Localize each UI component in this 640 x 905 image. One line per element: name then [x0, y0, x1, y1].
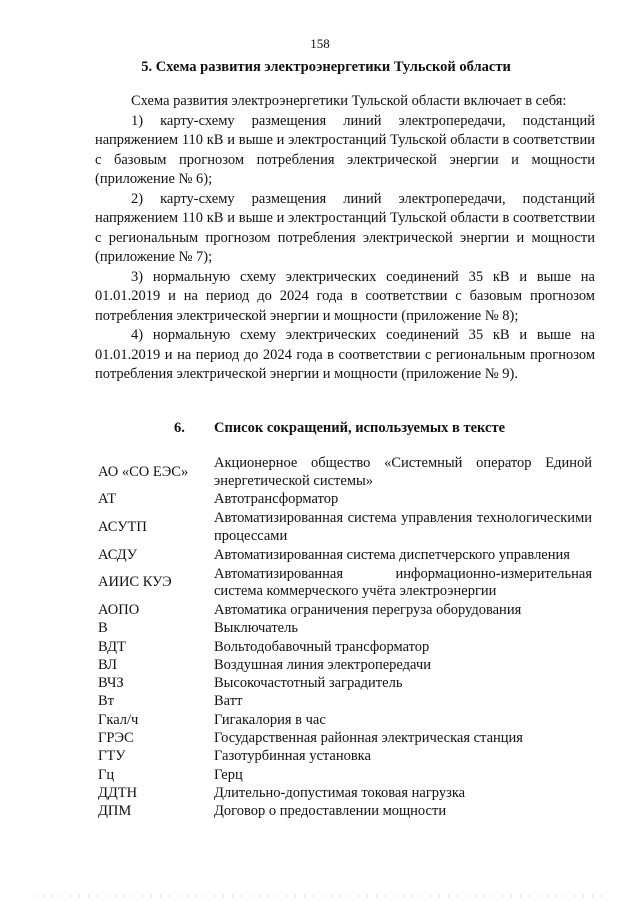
abbreviation-description: Гигакалория в час	[214, 711, 326, 728]
table-row	[98, 509, 592, 546]
table-row	[98, 454, 592, 491]
abbreviation: АОПО	[98, 601, 140, 618]
abbreviation: АСДУ	[98, 546, 138, 563]
abbreviation-description: Акционерное общество «Системный оператор Единой энергетической системы»	[214, 455, 592, 489]
abbreviation: Вт	[98, 693, 115, 710]
table-row	[98, 638, 592, 656]
abbreviation: ДПМ	[98, 803, 132, 820]
table-row	[98, 693, 592, 711]
abbreviation-description: Автоматизированная информационно-измерительная система коммерческого учёта электроэнергии	[214, 565, 592, 600]
abbreviation-description: Договор о предоставлении мощности	[214, 803, 447, 820]
abbreviation-description: Вольтодобавочный трансформатор	[214, 638, 430, 655]
abbreviation-description: Герц	[214, 766, 243, 783]
table-row	[98, 766, 592, 784]
abbreviation-description: Автоматизированная система диспетчерского управления	[214, 546, 570, 563]
abbreviation: АТ	[98, 491, 117, 508]
table-row	[98, 748, 592, 766]
abbreviation: ВЧЗ	[98, 675, 124, 692]
abbreviation: Гкал/ч	[98, 711, 139, 728]
section-5-item-2: 2) карту-схему размещения линий электропередачи, подстанций напряжением 110 кВ и выше и электростанций Тульской области в соответствии с региональным прогнозом потребления электрической энергии и мощности (приложение № 7);	[95, 190, 595, 265]
section-5-item-3: 3) нормальную схему электрических соединений 35 кВ и выше на 01.01.2019 и на период до 2024 года в соответствии с базовым прогнозом потребления электрической энергии и мощности (приложение № 8);	[95, 268, 595, 324]
abbreviation-description: Ватт	[214, 693, 243, 710]
table-row	[98, 803, 592, 821]
scan-edge-dots	[30, 895, 610, 897]
section-5-title: 5. Схема развития электроэнергетики Тульской области	[141, 59, 511, 75]
abbreviation: В	[98, 620, 108, 637]
abbreviation: ДДТН	[98, 784, 138, 801]
abbreviation: АИИС КУЭ	[98, 574, 172, 591]
section-5-item-1: 1) карту-схему размещения линий электропередачи, подстанций напряжением 110 кВ и выше и электростанций Тульской области в соответствии с базовым прогнозом потребления электрической энергии и мощности (приложение № 6);	[95, 112, 595, 187]
abbreviation-description: Высокочастотный заградитель	[214, 675, 403, 692]
section-6-number: 6.	[174, 420, 185, 436]
abbreviation: АО «СО ЕЭС»	[98, 463, 189, 480]
table-row	[98, 711, 592, 729]
abbreviation-description: Автотрансформатор	[214, 491, 339, 508]
section-5-intro: Схема развития электроэнергетики Тульской области включает в себя:	[131, 93, 567, 109]
abbreviation-description: Выключатель	[214, 620, 298, 637]
abbreviation-description: Государственная районная электрическая станция	[214, 730, 523, 747]
abbreviation: АСУТП	[98, 519, 147, 536]
table-row	[98, 491, 592, 509]
abbreviation-description: Газотурбинная установка	[214, 748, 371, 765]
table-row	[98, 620, 592, 638]
table-row	[98, 675, 592, 693]
table-row	[98, 785, 592, 803]
abbreviation: ВДТ	[98, 638, 126, 655]
section-6-heading: Список сокращений, используемых в тексте	[214, 420, 506, 436]
table-row	[98, 602, 592, 620]
page-number: 158	[310, 36, 330, 51]
section-5-item-4: 4) нормальную схему электрических соединений 35 кВ и выше на 01.01.2019 и на период до 2024 года в соответствии с региональным прогнозом потребления электрической энергии и мощности (приложение № 9).	[95, 327, 595, 382]
table-row	[98, 730, 592, 748]
table-row	[98, 546, 592, 564]
abbreviation: ГРЭС	[98, 730, 134, 747]
table-row	[98, 565, 592, 602]
abbreviation: ГТУ	[98, 748, 126, 765]
section-5-body	[95, 92, 595, 385]
abbreviation-table	[98, 454, 592, 821]
abbreviation-description: Воздушная линия электропередачи	[214, 656, 431, 673]
abbreviation: Гц	[98, 766, 115, 783]
table-row	[98, 656, 592, 674]
abbreviation-description: Длительно-допустимая токовая нагрузка	[214, 784, 466, 801]
abbreviation-description: Автоматизированная система управления технологическими процессами	[214, 510, 592, 544]
abbreviation-description: Автоматика ограничения перегруза оборудования	[214, 601, 522, 618]
abbreviation: ВЛ	[98, 656, 117, 673]
